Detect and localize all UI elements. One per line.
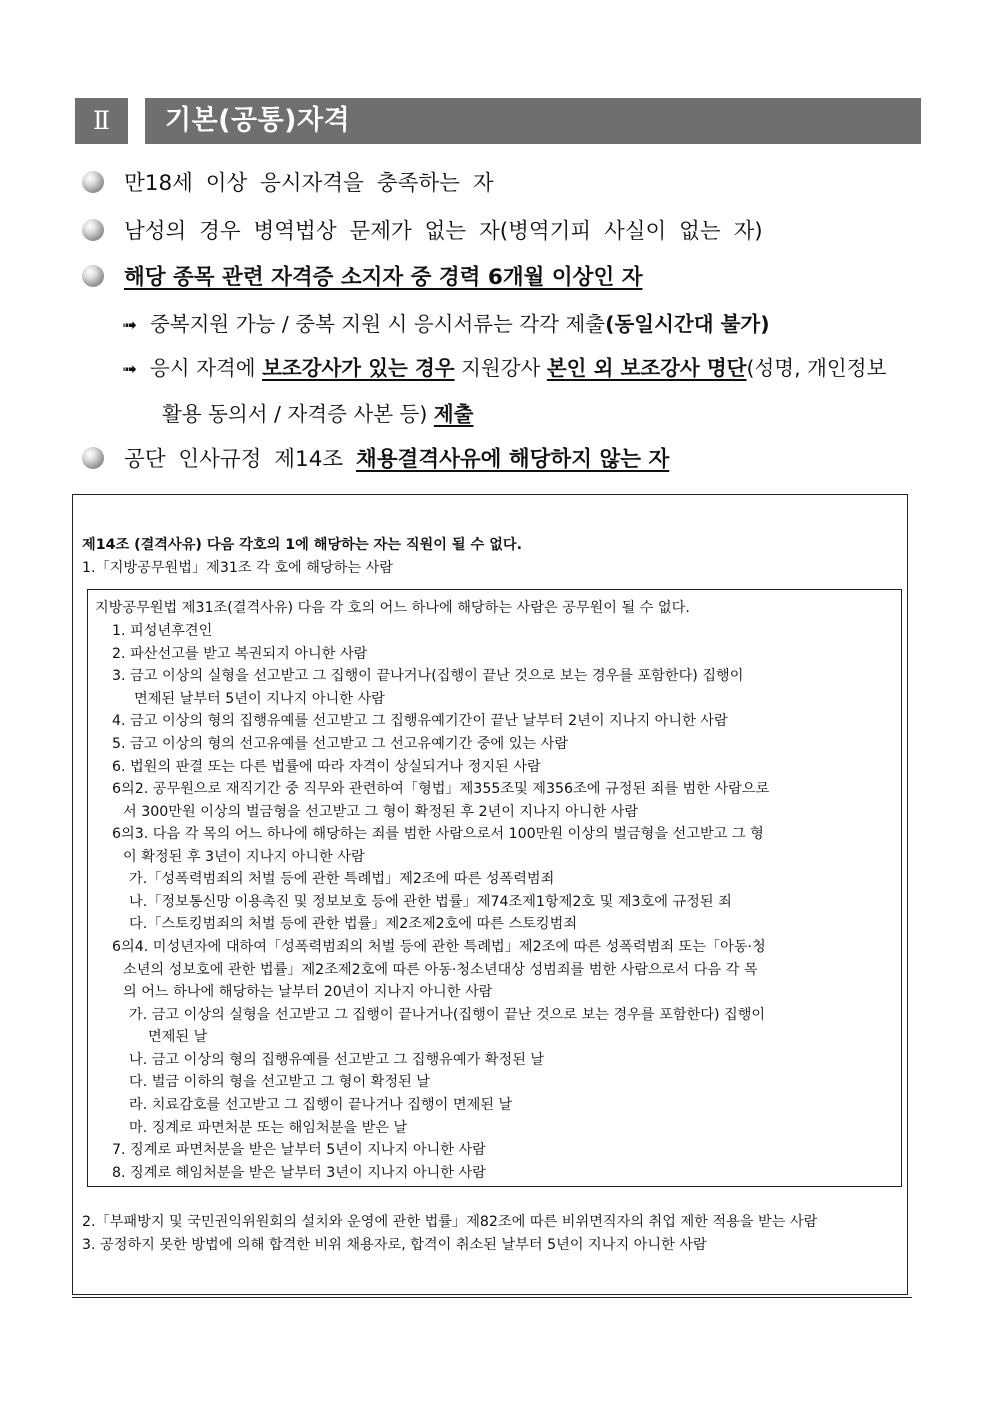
law-line: 2. 파산선고를 받고 복권되지 아니한 사람	[112, 646, 368, 662]
arrow-icon: ➟	[122, 315, 138, 336]
article-item-1: 1.「지방공무원법」제31조 각 호에 해당하는 사람	[82, 560, 393, 576]
law-line: 마. 징계로 파면처분 또는 해임처분을 받은 날	[129, 1120, 408, 1136]
law-line: 면제된 날부터 5년이 지나지 아니한 사람	[134, 691, 385, 707]
law-line: 6의3. 다음 각 목의 어느 하나에 해당하는 죄를 범한 사람으로서 100만원 이상의 벌금형을 선고받고 그 형	[112, 826, 764, 842]
law-line: 다.「스토킹범죄의 처벌 등에 관한 법률」제2조제2호에 따른 스토킹범죄	[129, 916, 578, 932]
law-line: 다. 벌금 이하의 형을 선고받고 그 형이 확정된 날	[129, 1074, 430, 1090]
law-line: 7. 징계로 파면처분을 받은 날부터 5년이 지나지 아니한 사람	[112, 1142, 486, 1158]
law-line: 3. 금고 이상의 실형을 선고받고 그 집행이 끝나거나(집행이 끝난 것으로 보는 경우를 포함한다) 집행이	[112, 668, 744, 684]
bullet-age: 만18세 이상 응시자격을 충족하는 자	[82, 170, 493, 198]
law-line: 가.「성폭력범죄의 처벌 등에 관한 특례법」제2조에 따른 성폭력범죄	[129, 871, 555, 887]
bullet-military: 남성의 경우 병역법상 문제가 없는 자(병역기피 사실이 없는 자)	[82, 218, 763, 246]
bullet-certificate: 해당 종목 관련 자격증 소지자 중 경력 6개월 이상인 자	[82, 264, 642, 292]
law-line: 4. 금고 이상의 형의 집행유예를 선고받고 그 집행유예기간이 끝난 날부터 2년이 지나지 아니한 사람	[112, 713, 728, 729]
law-line: 소년의 성보호에 관한 법률」제2조제2호에 따른 아동·청소년대상 성범죄를 범한 사람으로서 다음 각 목	[123, 962, 758, 978]
section-header	[75, 98, 921, 144]
law-line: 6의4. 미성년자에 대하여「성폭력범죄의 처벌 등에 관한 특례법」제2조에 따른 성폭력범죄 또는「아동·청	[112, 939, 766, 955]
law-line: 나.「정보통신망 이용촉진 및 정보보호 등에 관한 법률」제74조제1항제2호 및 제3호에 규정된 죄	[129, 894, 732, 910]
law-line: 8. 징계로 해임처분을 받은 날부터 3년이 지나지 아니한 사람	[112, 1165, 486, 1181]
sub-assistant-instructor-cont: 활용 동의서 / 자격증 사본 등) 제출	[162, 402, 474, 426]
bullet-ball-icon	[82, 171, 104, 193]
article-heading: 제14조 (결격사유) 다음 각호의 1에 해당하는 자는 직원이 될 수 없다.	[82, 537, 522, 553]
law-line: 나. 금고 이상의 형의 집행유예를 선고받고 그 집행유예가 확정된 날	[129, 1052, 545, 1068]
bullet-disqualification: 공단 인사규정 제14조 채용결격사유에 해당하지 않는 자	[82, 446, 669, 474]
law-line: 의 어느 하나에 해당하는 날부터 20년이 지나지 아니한 사람	[123, 984, 493, 1000]
bullet-ball-icon	[82, 219, 104, 241]
bullet-ball-icon	[82, 447, 104, 469]
law-line: 라. 치료감호를 선고받고 그 집행이 끝나거나 집행이 면제된 날	[129, 1097, 513, 1113]
sub-duplicate-application: ➟ 중복지원 가능 / 중복 지원 시 응시서류는 각각 제출(동일시간대 불가)	[122, 310, 770, 340]
article-item-3: 3. 공정하지 못한 방법에 의해 합격한 비위 채용자로, 합격이 취소된 날부터 5년이 지나지 아니한 사람	[82, 1237, 707, 1253]
law-line: 면제된 날	[148, 1029, 208, 1045]
article-box-bottom-rule	[72, 1297, 912, 1298]
law-line: 1. 피성년후견인	[112, 623, 213, 639]
article-item-2: 2.「부패방지 및 국민권익위원회의 설치와 운영에 관한 법률」제82조에 따른 비위면직자의 취업 제한 적용을 받는 사람	[82, 1214, 818, 1230]
law-line: 6의2. 공무원으로 재직기간 중 직무와 관련하여「형법」제355조및 제356조에 규정된 죄를 범한 사람으로	[112, 781, 770, 797]
law-line: 서 300만원 이상의 벌금형을 선고받고 그 형이 확정된 후 2년이 지나지 아니한 사람	[123, 804, 639, 820]
law-line: 6. 법원의 판결 또는 다른 법률에 따라 자격이 상실되거나 정지된 사람	[112, 759, 541, 775]
sub-assistant-instructor: ➟ 응시 자격에 보조강사가 있는 경우 지원강사 본인 외 보조강사 명단(성명, 개인정보	[122, 354, 886, 384]
law-line: 이 확정된 후 3년이 지나지 아니한 사람	[123, 849, 365, 865]
law-line: 5. 금고 이상의 형의 선고유예를 선고받고 그 선고유예기간 중에 있는 사람	[112, 736, 569, 752]
law-line: 지방공무원법 제31조(결격사유) 다음 각 호의 어느 하나에 해당하는 사람은 공무원이 될 수 없다.	[95, 600, 690, 616]
section-title: 기본(공통)자격	[145, 98, 921, 144]
law-line: 가. 금고 이상의 실형을 선고받고 그 집행이 끝나거나(집행이 끝난 것으로 보는 경우를 포함한다) 집행이	[129, 1007, 766, 1023]
bullet-ball-icon	[82, 265, 104, 287]
section-number: Ⅱ	[75, 98, 128, 144]
arrow-icon: ➟	[122, 359, 138, 380]
